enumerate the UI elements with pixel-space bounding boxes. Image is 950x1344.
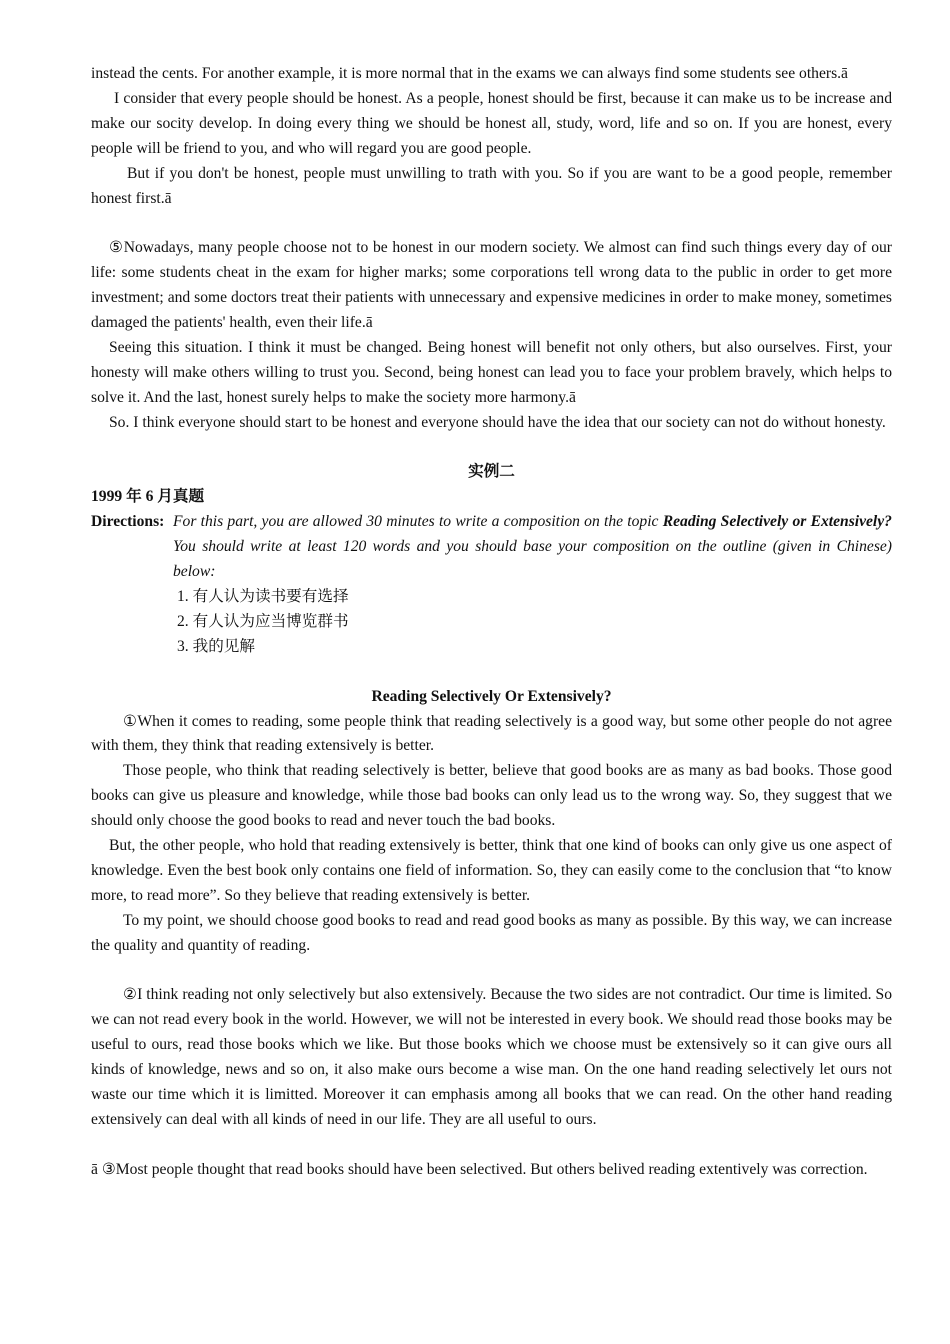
- outline-item: 3. 我的见解: [177, 637, 255, 655]
- essay-sample-2: ②I think reading not only selectively but also extensively. Because the two sides are not contradict. Our time is limited. So we can not read every book in the world. However, we will not be interested in every book. We should read those books may be useful to ours, read those books which we like. But those books which we choose must be extensively so it can give ours all kinds of knowledge, news and so on, it also make ours become a wise man. On the one hand reading selectively let ours not waste our time which it is limitted. Moreover it can emphasis among all books that we can read. On the other hand reading extensively can deal with all kinds of need in our life. They are all useful to ours.: [91, 986, 892, 1128]
- paragraph-sample-5-body: Seeing this situation. I think it must be changed. Being honest will benefit not only others, but also ourselves. First, your honesty will make others willing to trust you. Second, being honest can lead you to face your problem bravely, which helps to solve it. And the last, honest surely helps to make the society more harmony.ā: [91, 338, 892, 406]
- paragraph-honest-conclusion: But if you don't be honest, people must unwilling to trath with you. So if you are want to be a good people, remember honest first.ā: [91, 164, 892, 207]
- spacer: [91, 959, 892, 984]
- essay-paragraph-1: ①When it comes to reading, some people think that reading selectively is a good way, but some other people do not agree with them, they think that reading extensively is better.: [91, 712, 892, 755]
- directions-block: [91, 510, 892, 585]
- outline-list: [91, 585, 892, 660]
- spacer: [91, 660, 892, 685]
- paragraph-sample-5-end: So. I think everyone should start to be honest and everyone should have the idea that our society can not do without honesty.: [109, 413, 886, 431]
- directions-topic: Reading Selectively or Extensively?: [662, 513, 892, 531]
- outline-item: 1. 有人认为读书要有选择: [177, 588, 349, 605]
- paragraph-sample-5: ⑤Nowadays, many people choose not to be honest in our modern society. We almost can find such things every day of our life: some students cheat in the exam for higher marks; some corporations tell wrong data to the public in order to get more investment; and some doctors treat their patients with unnecessary and expensive medicines in order to make money, sometimes damaged the patients' health, even their life.ā: [91, 239, 892, 332]
- section-title: 实例二: [468, 463, 515, 481]
- spacer: [91, 1133, 892, 1158]
- essay-title: Reading Selectively Or Extensively?: [371, 687, 612, 705]
- directions-text: [173, 510, 892, 585]
- paragraph-honest-consider: I consider that every people should be honest. As a people, honest should be first, because it can make us to be increase and make our socity develop. In doing every thing we should be honest all, study, word, life and so on. If you are honest, every people will be friend to you, and who will regard you are good people.: [91, 89, 892, 157]
- spacer: [91, 436, 892, 461]
- essay-paragraph-4: To my point, we should choose good books to read and read good books as many as possible. By this way, we can increase the quality and quantity of reading.: [91, 911, 892, 954]
- exam-title: 1999 年 6 月真题: [91, 488, 205, 506]
- directions-label: Directions:: [91, 513, 165, 531]
- essay-paragraph-3: But, the other people, who hold that reading extensively is better, think that one kind of books can only give us one aspect of knowledge. Even the best book only contains one field of information. So, they can easily come to the conclusion that “to know more, to read more”. So they believe that reading extensively is better.: [91, 837, 892, 904]
- outline-item: 2. 有人认为应当博览群书: [177, 612, 349, 630]
- paragraph-continuation: instead the cents. For another example, it is more normal that in the exams we can always find some students see others.ā: [91, 65, 848, 82]
- essay-sample-3: ā ③Most people thought that read books should have been selectived. But others belived reading extentively was correction.: [91, 1160, 868, 1178]
- essay-paragraph-2: Those people, who think that reading selectively is better, believe that good books are as many as bad books. Those good books can give us pleasure and knowledge, while those bad books can only lead us to the wrong way. So, they suggest that we should only choose the good books to read and never touch the bad books.: [91, 762, 892, 830]
- spacer: [91, 211, 892, 236]
- directions-text-1: For this part, you are allowed 30 minutes to write a composition on the topic: [173, 513, 663, 531]
- directions-text-2: You should write at least 120 words and you should base your composition on the outline (given in Chinese) below:: [173, 538, 892, 581]
